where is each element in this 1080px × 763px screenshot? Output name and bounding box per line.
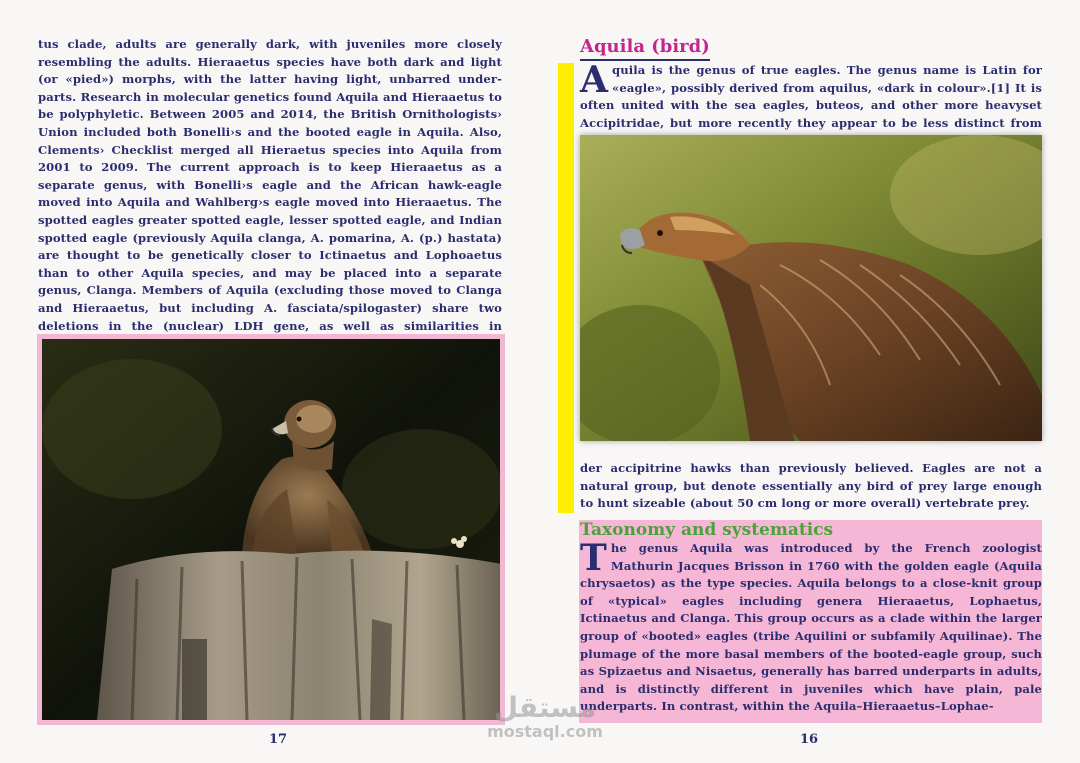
watermark-arabic: مستقل — [493, 691, 597, 724]
taxonomy-paragraph — [580, 537, 1042, 716]
taxonomy-dropcap: T — [580, 537, 607, 579]
continuation-paragraph: der accipitrine hawks than previously believed. Eagles are not a natural group, but denote essentially any bird of prey large enough to hunt sizeable (about 50 cm long or more overall) vertebrate prey. — [580, 461, 1042, 511]
mostaql-watermark — [470, 693, 620, 741]
page-title: Aquila (bird) — [580, 36, 710, 61]
intro-text: quila is the genus of true eagles. The genus name is Latin for «eagle», possibly derived from aquilus, «dark in colour».[1] It is often united with the sea eagles, buteos, and other more heavyset Accipitridae, but more recently they appear to be less distinct from — [580, 63, 1042, 130]
left-page-paragraph: tus clade, adults are generally dark, with juveniles more closely resembling the adults. Hieraaetus species have both dark and light (or «pied») morphs, with the latter having light, unbarred under-parts. Research in molecular genetics found Aquila and Hieraaetus to be polyphyletic. Between 2005 and 2014, the British Ornithologists› Union included both Bonelli›s and the booted eagle in Aquila. Also, Clements› Checklist merged all Hieraetus species into Aquila from 2001 to 2009. The current approach is to keep Hieraaetus as a separate genus, with Bonelli›s eagle and the African hawk-eagle moved into Aquila and Wahlberg›s eagle moved into Hieraaetus. The spotted eagles greater spotted eagle, lesser spotted eagle, and Indian spotted eagle (previously Aquila clanga, A. pomarina, A. (p.) hastata) are thought to be genetically closer to Ictinaetus and Lophoaetus than to other Aquila species, and may be placed into a separate genus, Clanga. Members of Aquila (excluding those moved to Clanga and Hieraaetus, but including A. fasciata/spilogaster) share two deletions in the (nuclear) LDH gene, as well as similarities in — [38, 37, 502, 333]
page-number-left: 17 — [269, 732, 288, 747]
young-eagle-photo-frame — [37, 334, 505, 725]
taxonomy-heading: Taxonomy and systematics — [580, 520, 834, 540]
intro-dropcap: A — [580, 59, 609, 101]
taxonomy-text: he genus Aquila was introduced by the French zoologist Mathurin Jacques Brisson in 1760 with the golden eagle (Aquila chrysaetos) as the type species. Aquila belongs to a close-knit group of «typical» eagles including genera Hieraaetus, Lophaetus, Ictinaetus and Clanga. This group occurs as a clade within the larger group of «booted» eagles (tribe Aquilini or subfamily Aquilinae). The plumage of the more basal members of the booted-eagle group, such as Spizaetus and Nisaetus, generally has barred underparts in adults, and is distinctly different in juveniles which have plain, pale underparts. In contrast, within the Aquila–Hieraaetus–Lophae- — [580, 541, 1042, 714]
page-number-right: 16 — [800, 732, 819, 747]
watermark-latin: mostaql.com — [487, 722, 603, 741]
young-eagle-on-stump-photo — [42, 339, 500, 720]
golden-eagle-illustration — [580, 135, 1042, 441]
eagle-stump-illustration — [42, 339, 500, 720]
golden-eagle-photo — [580, 135, 1042, 441]
yellow-accent-bar — [558, 63, 574, 513]
